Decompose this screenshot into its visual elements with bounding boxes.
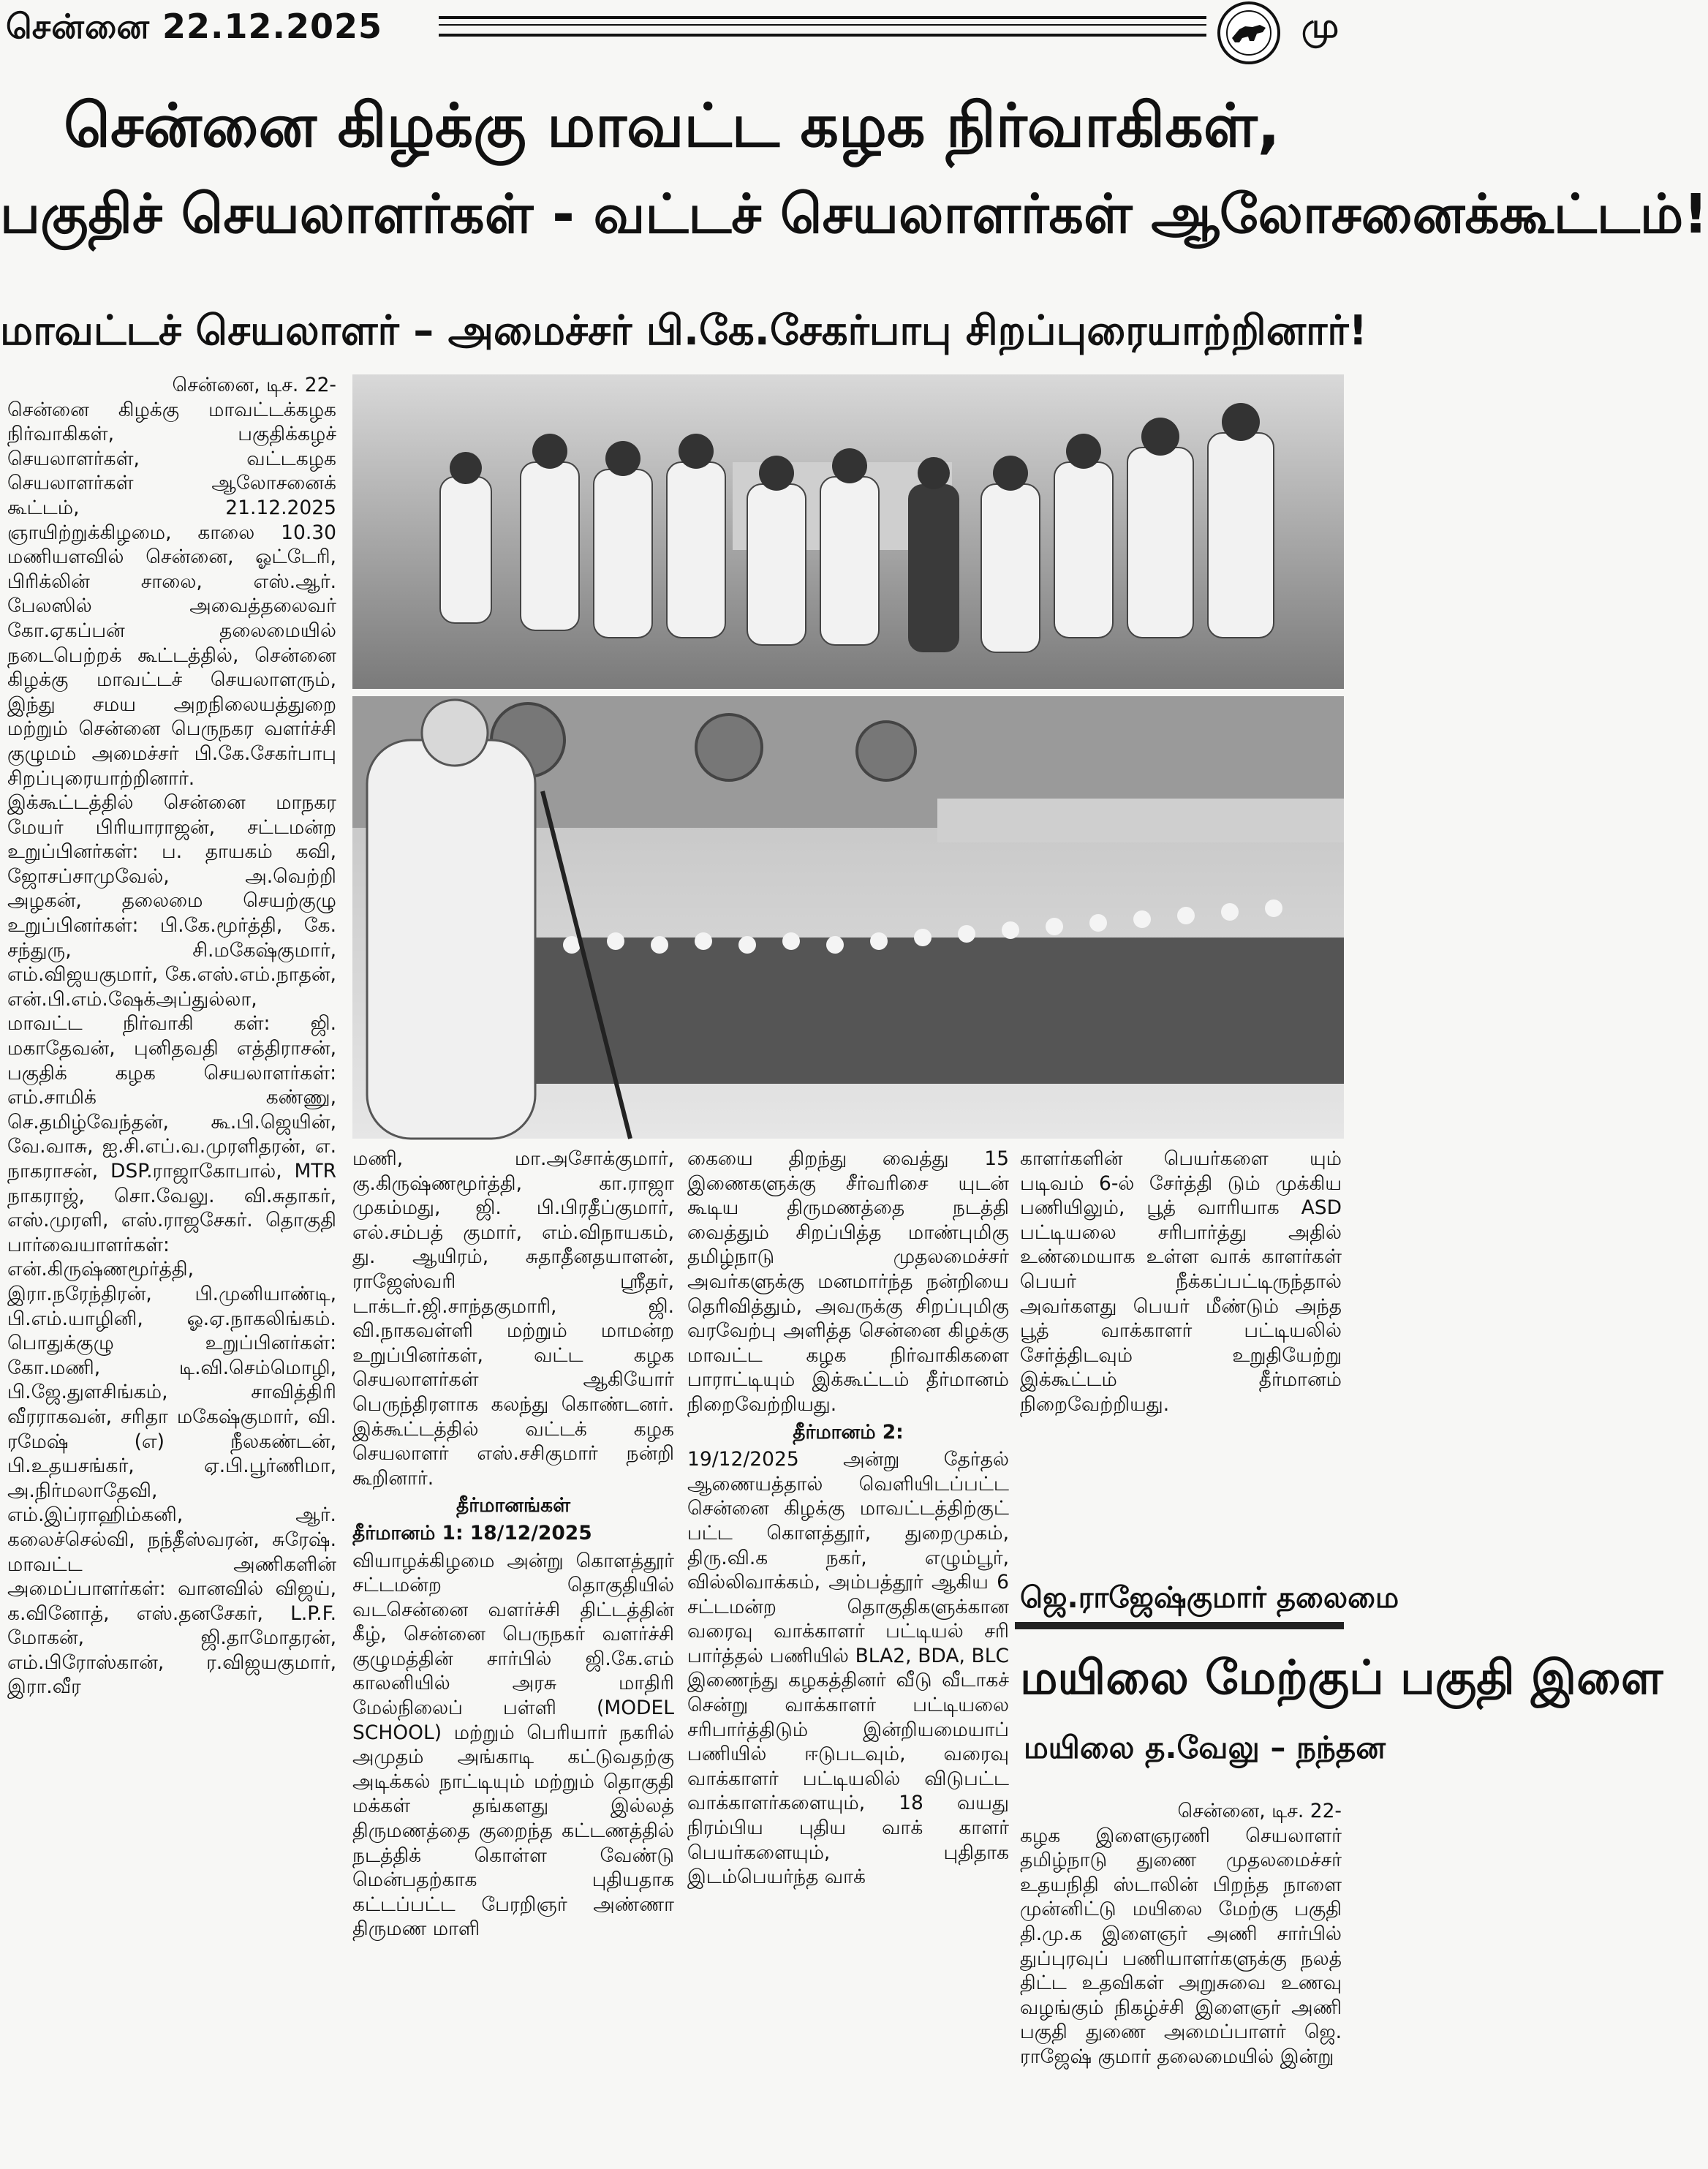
article-paragraph: மணி, மா.அசோக்குமார், கு.கிருஷ்ணமூர்த்தி, கா.ராஜா முகம்மது, ஜி. பி.பிரதீப்குமார், எல்.சம்பத் குமார், எம்.விநாயகம், து. ஆயிரம், சுதாதீனதயாளன், ராஜேஸ்வரி ஸ்ரீதர், டாக்டர்.ஜி.சாந்தகுமாரி, ஜி. வி.நாகவள்ளி மற்றும் மாமன்ற உறுப்பினர்கள், வட்ட கழக செயலாளர்கள் ஆகியோர் பெருந்திரளாக கலந்து கொண்டனர். இக்கூட்டத்தில் வட்டக் கழக செயலாளர் எஸ்.சசிகுமார் நன்றி கூறினார். [352,1147,674,1490]
page-name-fragment: மு [1301,6,1339,45]
resolution-1-text: வியாழக்கிழமை அன்று கொளத்தூர் சட்டமன்ற தொகுதியில் வடசென்னை வளர்ச்சி திட்டத்தின் கீழ், சென்னை பெருநகர் வளர்ச்சி குழுமத்தின் சார்பில் ஜி.கே.எம் காலனியில் அரசு மாதிரி மேல்நிலைப் பள்ளி (MODEL SCHOOL) மற்றும் பெரியார் நகரில் அமுதம் அங்காடி கட்டுவதற்கு அடிக்கல் நாட்டியும் மற்றும் தொகுதி மக்கள் தங்களது இல்லத் திருமணத்தை குறைந்த கட்டணத்தில் நடத்திக் கொள்ள வேண்டு மென்பதற்காக புதியதாக கட்டப்பட்ட பேரறிஞர் அண்ணா திருமண மாளி [352,1549,674,1941]
article-column-4 [1020,1147,1342,1417]
article-paragraph: இக்கூட்டத்தில் சென்னை மாநகர மேயர் பிரியாராஜன், சட்டமன்ற உறுப்பினர்கள்: ப. தாயகம் கவி, ஜோசப்சாமுவேல், அ.வெற்றி அழகன், தலைமை செயற்குழு உறுப்பினர்கள்: பி.கே.மூர்த்தி, கே. சந்துரு, சி.மகேஷ்குமார், எம்.விஜயகுமார், கே.எஸ்.எம்.நாதன், என்.பி.எம்.ஷேக்அப்துல்லா, மாவட்ட நிர்வாகி கள்: ஜி. மகாதேவன், புனிதவதி எத்திராசன், பகுதிக் கழக செயலாளர்கள்: எம்.சாமிக் கண்ணு, செ.தமிழ்வேந்தன், கூ.பி.ஜெயின், வே.வாசு, ஐ.சி.எப்.வ.முரளிதரன், எ. நாகராசன், DSP.ராஜாகோபால், MTR நாகராஜ், சொ.வேலு. வி.சுதாகர், எஸ்.முரளி, எஸ்.ராஜசேகர். தொகுதி பார்வையாளர்கள்: என்.கிருஷ்ணமூர்த்தி, இரா.நரேந்திரன், பி.முனியாண்டி, பி.எம்.யாழினி, ஓ.ஏ.நாகலிங்கம். பொதுக்குழு உறுப்பினர்கள்: கோ.மணி, டி.வி.செம்மொழி, பி.ஜே.துளசிங்கம், சாவித்திரி வீரராகவன், சரிதா மகேஷ்குமார், வி. ரமேஷ் (எ) நீலகண்டன், பி.உதயசங்கர், ஏ.பி.பூர்ணிமா, அ.நிர்மலாதேவி, எம்.இப்ராஹிம்கனி, ஆர். கலைச்செல்வி, நந்தீஸ்வரன், சுரேஷ். மாவட்ட அணிகளின் அமைப்பாளர்கள்: வானவில் விஜய், க.வினோத், எஸ்.தனசேகர், L.P.F. மோகன், ஜி.தாமோதரன், எம்.பிரோஸ்கான், ர.விஜயகுமார், இரா.வீர [7,791,336,1699]
resolution-2-continued: காளர்களின் பெயர்களை யும் படிவம் 6-ல் சேர்த்தி டும் முக்கிய பணியிலும், பூத் வாரியாக ASD பட்டியலை சரிபார்த்து அதில் உண்மையாக உள்ள வாக் காளர்கள் பெயர் நீக்கப்பட்டிருந்தால் அவர்களது பெயர் மீண்டும் அந்த பூத் வாக்காளர் பட்டியலில் சேர்த்திடவும் உறுதியேற்று இக்கூட்டம் தீர்மானம் நிறைவேற்றியது. [1020,1147,1342,1416]
resolution-2-heading: தீர்மானம் 2: [793,1420,904,1444]
resolutions-heading: தீர்மானங்கள் [456,1494,571,1517]
article-column-2 [352,1147,674,1942]
side-story-headline: மயிலை மேற்குப் பகுதி இளை [1020,1651,1663,1705]
dateline: சென்னை 22.12.2025 [6,7,383,46]
party-logo-icon [1217,1,1280,64]
headline-line2: பகுதிச் செயலாளர்கள் - வட்டச் செயலாளர்கள் ஆலோசனைக்கூட்டம்! [0,183,1708,246]
resolution-1-heading: தீர்மானம் 1: 18/12/2025 [352,1521,592,1544]
resolution-1-continued: கையை திறந்து வைத்து 15 இணைகளுக்கு சீர்வரிசை யுடன் கூடிய திருமணத்தை நடத்தி வைத்தும் சிறப்பித்த மாண்புமிகு தமிழ்நாடு முதலமைச்சர் அவர்களுக்கு மனமார்ந்த நன்றியை தெரிவித்தும், அவருக்கு சிறப்புமிகு வரவேற்பு அளித்த சென்னை கிழக்கு மாவட்ட கழக நிர்வாகிகளை பாராட்டியும் இக்கூட்டம் தீர்மானம் நிறைவேற்றியது. [687,1147,1009,1416]
article-dateline: சென்னை, டிச. 22- [172,374,336,396]
resolution-2-text: 19/12/2025 அன்று தேர்தல் ஆணையத்தால் வெளியிடப்பட்ட சென்னை கிழக்கு மாவட்டத்திற்குட் பட்ட கொளத்தூர், துறைமுகம், திரு.வி.க நகர், எழும்பூர், வில்லிவாக்கம், அம்பத்தூர் ஆகிய 6 சட்டமன்ற தொகுதிகளுக்கான வரைவு வாக்காளர் பட்டியல் சரி பார்த்தல் பணியில் BLA2, BDA, BLC இணைந்து கழகத்தினர் வீடு வீடாகச் சென்று வாக்காளர் பட்டியலை சரிபார்த்திடும் இன்றியமையாப் பணியில் ஈடுபடவும், வரைவு வாக்காளர் பட்டியலில் விடுபட்ட வாக்காளர்களையும், 18 வயது நிரம்பிய புதிய வாக் காளர் பெயர்களையும், புதிதாக இடம்பெயர்ந்த வாக் [687,1448,1009,1889]
side-story-paragraph: கழக இளைஞரணி செயலாளர் தமிழ்நாடு துணை முதலமைச்சர் உதயநிதி ஸ்டாலின் பிறந்த நாளை முன்னிட்டு மயிலை மேற்கு பகுதி தி.மு.க இளைஞர் அணி சார்பில் துப்புரவுப் பணியாளர்களுக்கு நலத் திட்ட உதவிகள் அறுசுவை உணவு வழங்கும் நிகழ்ச்சி இளைஞர் அணி பகுதி துணை அமைப்பாளர் ஜெ. ராஜேஷ் குமார் தலைமையில் இன்று [1020,1824,1342,2068]
side-story-text [1020,1799,1342,2070]
header-rule [439,16,1206,37]
event-photo-audience [352,696,1344,1139]
side-story-divider [1015,1622,1344,1629]
article-column-3 [687,1147,1009,1890]
headline-line3: மாவட்டச் செயலாளர் – அமைச்சர் பி.கே.சேகர்பாபு சிறப்புரையாற்றினார்! [0,307,1368,355]
side-story-kicker: ஜெ.ராஜேஷ்குமார் தலைமை [1020,1581,1399,1615]
side-story-subhead: மயிலை த.வேலு – நந்தன [1024,1729,1386,1765]
article-paragraph: சென்னை கிழக்கு மாவட்டக்கழக நிர்வாகிகள், பகுதிக்கழச் செயலாளர்கள், வட்டகழக செயலாளர்கள் ஆலோசனைக் கூட்டம், 21.12.2025 ஞாயிற்றுக்கிழமை, காலை 10.30 மணியளவில் சென்னை, ஓட்டேரி, பிரிக்லின் சாலை, எஸ்.ஆர். பேலஸில் அவைத்தலைவர் கோ.ஏகப்பன் தலைமையில் நடைபெற்றக் கூட்டத்தில், சென்னை கிழக்கு மாவட்டச் செயலாளரும், இந்து சமய அறநிலையத்துறை மற்றும் சென்னை பெருநகர வளர்ச்சி குழுமம் அமைச்சர் பி.கே.சேகர்பாபு சிறப்புரையாற்றினார். [7,398,336,790]
article-column-1 [7,373,336,1700]
headline-line1: சென்னை கிழக்கு மாவட்ட கழக நிர்வாகிகள், [64,91,1280,161]
side-story-dateline: சென்னை, டிச. 22- [1177,1800,1342,1822]
event-photo-dignitaries [352,374,1344,689]
